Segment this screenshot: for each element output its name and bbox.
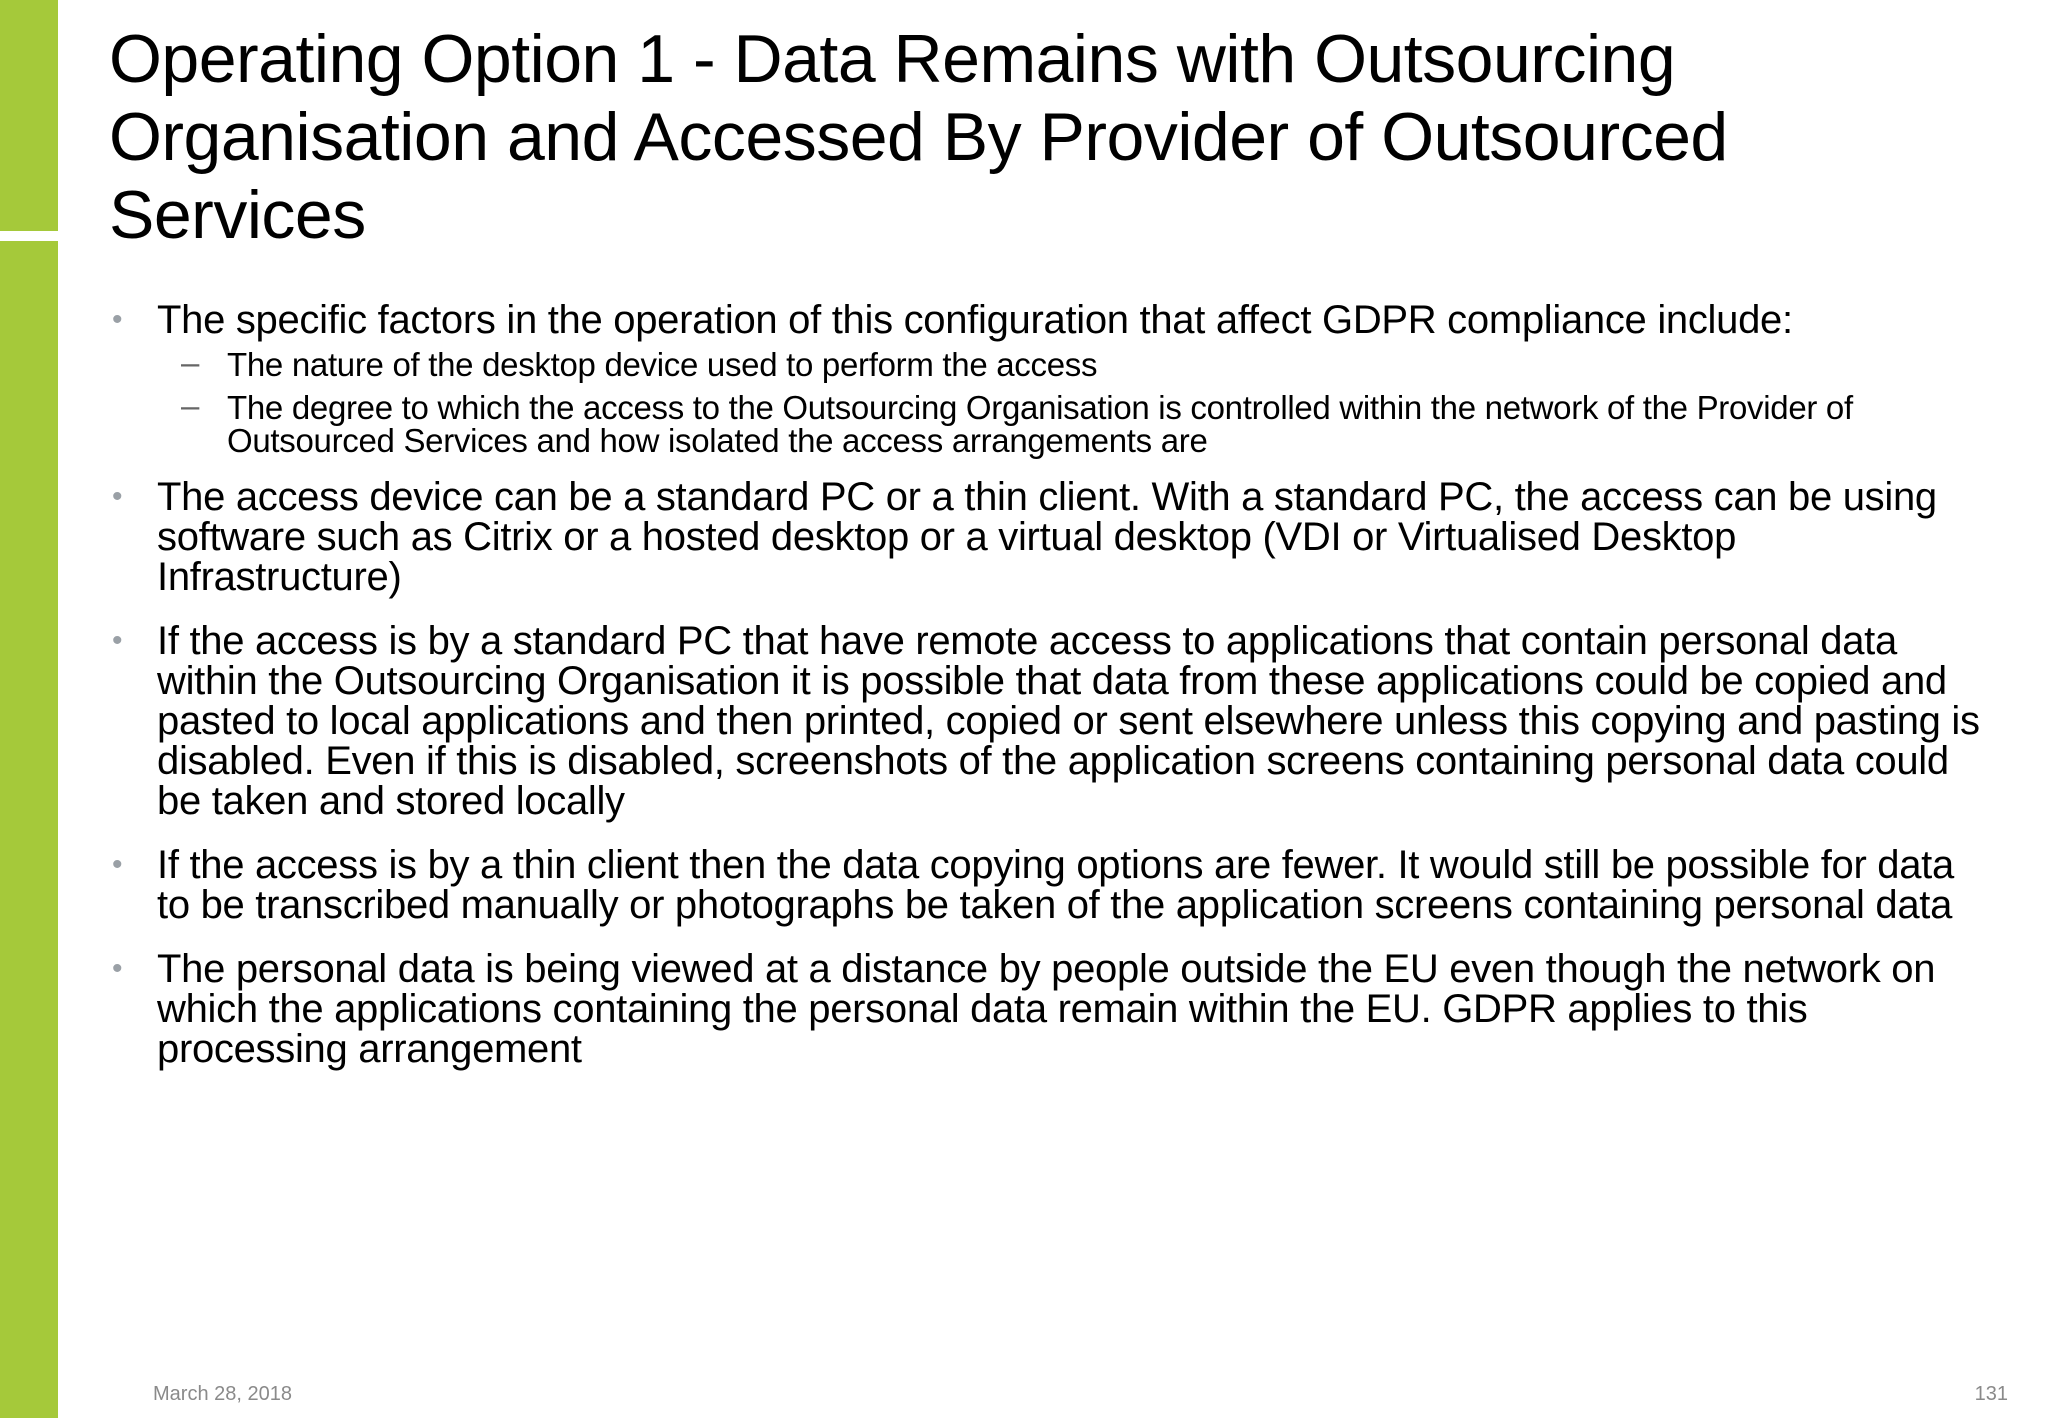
bullet-dot-icon: • bbox=[112, 848, 123, 881]
dash-icon: – bbox=[181, 387, 200, 424]
bullet-item bbox=[109, 845, 1989, 925]
bullet-text: If the access is by a thin client then the data copying options are fewer. It would still be possible for data to be transcribed manually or photographs be taken of the application screens containing personal data bbox=[157, 843, 1954, 927]
dash-icon: – bbox=[181, 344, 200, 381]
bullet-text: The specific factors in the operation of this configuration that affect GDPR compliance include: bbox=[157, 298, 1793, 342]
bullet-text: The access device can be a standard PC or a thin client. With a standard PC, the access can be using software such as Citrix or a hosted desktop or a virtual desktop (VDI or Virtualised Desktop Infrastructure) bbox=[157, 475, 1937, 599]
bullet-item bbox=[109, 621, 1989, 821]
sub-bullet-text: The degree to which the access to the Outsourcing Organisation is controlled within the network of the Provider of Outsourced Services and how isolated the access arrangements are bbox=[227, 389, 1853, 459]
accent-bar-gap bbox=[0, 231, 58, 241]
accent-bar-bottom bbox=[0, 241, 58, 1418]
bullet-text: The personal data is being viewed at a distance by people outside the EU even though the network on which the applications containing the personal data remain within the EU. GDPR applies to this processing arrangement bbox=[157, 947, 1936, 1071]
sub-bullet-list bbox=[157, 344, 1989, 459]
footer-date: March 28, 2018 bbox=[153, 1383, 292, 1405]
bullet-dot-icon: • bbox=[112, 303, 123, 336]
bullet-text: If the access is by a standard PC that have remote access to applications that contain personal data within the Outsourcing Organisation it is possible that data from these applications could be copied and pasted to local applications and then printed, copied or sent elsewhere unless this copying and pasting is disabled. Even if this is disabled, screenshots of the application screens containing personal data could be taken and stored locally bbox=[157, 619, 1980, 823]
sub-bullet-item bbox=[157, 387, 1989, 459]
bullet-item bbox=[109, 300, 1989, 457]
sub-bullet-text: The nature of the desktop device used to perform the access bbox=[227, 346, 1098, 383]
bullet-dot-icon: • bbox=[112, 952, 123, 985]
sub-bullet-item bbox=[157, 344, 1989, 383]
bullet-item bbox=[109, 477, 1989, 597]
slide-content bbox=[109, 300, 1989, 1093]
accent-bar-top bbox=[0, 0, 58, 231]
page-number: 131 bbox=[1974, 1383, 2008, 1405]
slide-title: Operating Option 1 - Data Remains with Outsourcing Organisation and Accessed By Provider of Outsourced Services bbox=[109, 21, 1728, 253]
bullet-item bbox=[109, 949, 1989, 1069]
bullet-dot-icon: • bbox=[112, 480, 123, 513]
bullet-dot-icon: • bbox=[112, 624, 123, 657]
